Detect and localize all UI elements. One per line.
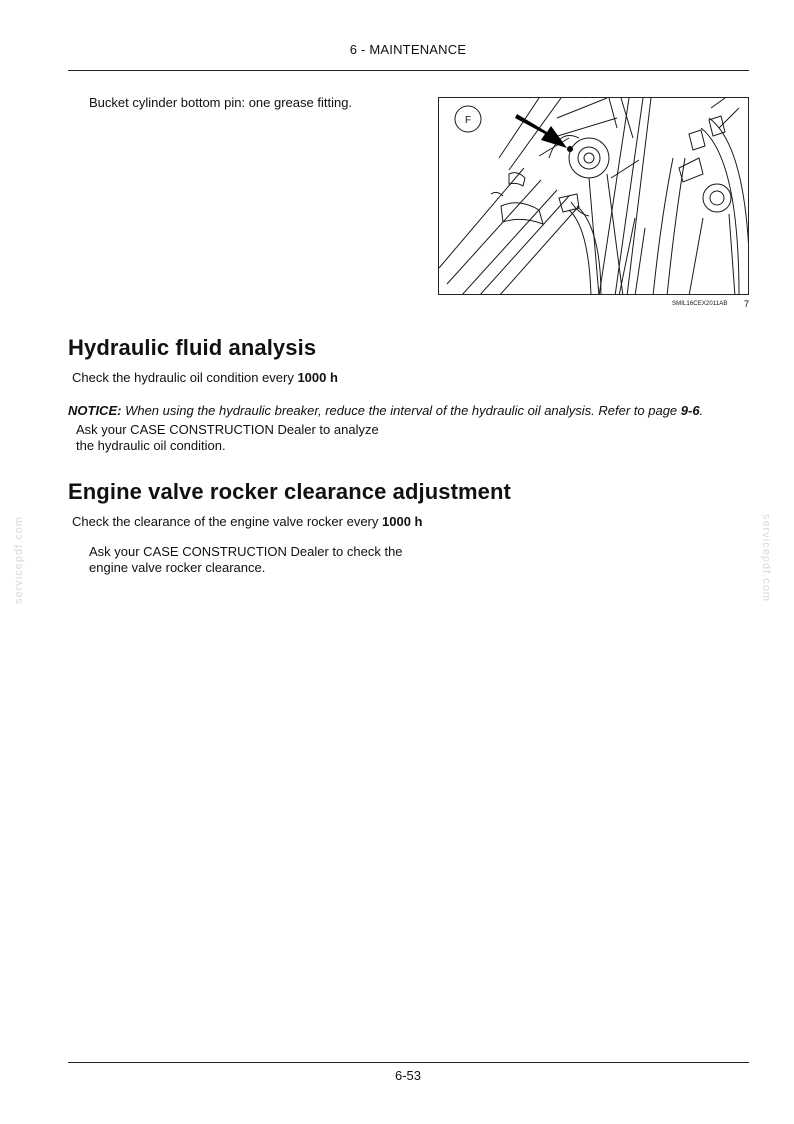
bucket-cylinder-figure [438, 97, 749, 295]
watermark-left: servicepdf.com [13, 516, 25, 604]
engine-heading: Engine valve rocker clearance adjustment [68, 479, 511, 504]
hydraulic-check-text: Check the hydraulic oil condition every 1000 h [72, 370, 338, 385]
figure-label: F [464, 115, 472, 126]
header-rule [68, 70, 749, 71]
figure-code: SMIL16CEX2011AB [672, 301, 728, 307]
engine-check-text: Check the clearance of the engine valve rocker every 1000 h [72, 514, 423, 529]
grease-fitting-icon [567, 146, 573, 152]
engine-dealer-text: Ask your CASE CONSTRUCTION Dealer to check the engine valve rocker clearance. [89, 544, 403, 575]
grease-intro: Bucket cylinder bottom pin: one grease fitting. [89, 95, 353, 110]
arrow-pointer-icon [515, 114, 567, 148]
page-number: 6-53 [394, 1068, 422, 1083]
hydraulic-dealer-text: Ask your CASE CONSTRUCTION Dealer to analyze the hydraulic oil condition. [76, 422, 379, 453]
bucket-cylinder-illustration [439, 98, 749, 295]
figure-number: 7 [744, 299, 750, 309]
footer-rule [68, 1062, 749, 1063]
hydraulic-heading: Hydraulic fluid analysis [68, 335, 317, 360]
watermark-right: servicepdf.com [760, 514, 772, 602]
hydraulic-notice: NOTICE: When using the hydraulic breaker, reduce the interval of the hydraulic oil analysis. Refer to page 9-6. [68, 403, 704, 418]
section-title: 6 - MAINTENANCE [349, 42, 467, 57]
